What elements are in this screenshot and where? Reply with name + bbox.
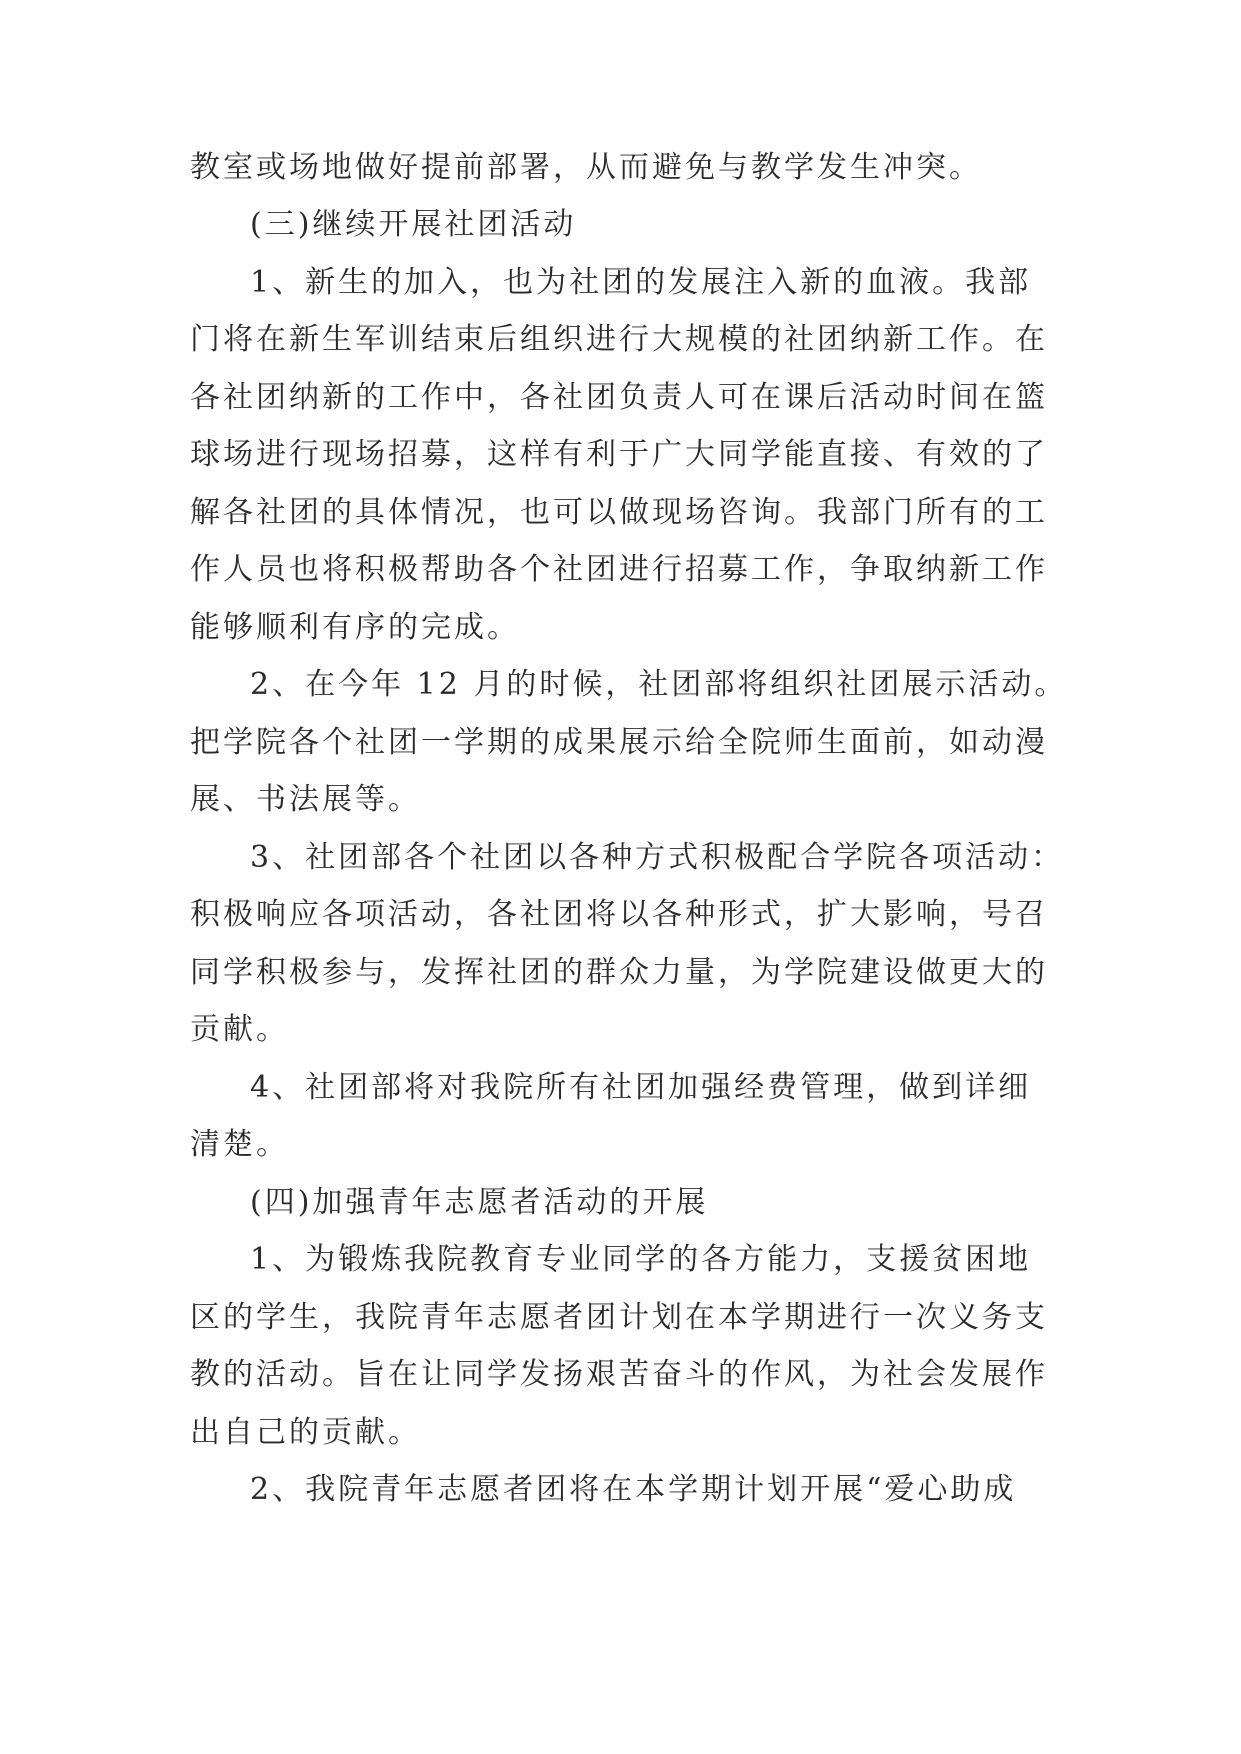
text-line: 门将在新生军训结束后组织进行大规模的社团纳新工作。在 (190, 322, 1048, 357)
text-line: 各社团纳新的工作中，各社团负责人可在课后活动时间在篮 (190, 380, 1048, 415)
section-heading-3: (三)继续开展社团活动 (250, 207, 577, 242)
text-line: 教室或场地做好提前部署，从而避免与教学发生冲突。 (190, 150, 982, 185)
text-line: 1、新生的加入，也为社团的发展注入新的血液。我部 (250, 265, 1032, 300)
text-line: 把学院各个社团一学期的成果展示给全院师生面前，如动漫 (190, 725, 1048, 760)
text-line: 球场进行现场招募，这样有利于广大同学能直接、有效的了 (190, 437, 1048, 472)
text-line: 能够顺利有序的完成。 (190, 610, 520, 645)
text-line: 展、书法展等。 (190, 782, 421, 817)
text-line: 区的学生，我院青年志愿者团计划在本学期进行一次义务支 (190, 1300, 1048, 1335)
text-line: 2、我院青年志愿者团将在本学期计划开展“爱心助成 (250, 1472, 1017, 1507)
text-line: 积极响应各项活动，各社团将以各种形式，扩大影响，号召 (190, 897, 1048, 932)
text-line: 3、社团部各个社团以各种方式积极配合学院各项活动： (250, 840, 1065, 875)
text-line: 教的活动。旨在让同学发扬艰苦奋斗的作风，为社会发展作 (190, 1357, 1048, 1392)
text-line: 解各社团的具体情况，也可以做现场咨询。我部门所有的工 (190, 495, 1048, 530)
section-heading-4: (四)加强青年志愿者活动的开展 (250, 1185, 709, 1220)
text-line: 贡献。 (190, 1012, 289, 1047)
text-line: 4、社团部将对我院所有社团加强经费管理，做到详细 (250, 1070, 1032, 1105)
text-line: 作人员也将积极帮助各个社团进行招募工作，争取纳新工作 (190, 552, 1048, 587)
text-line: 出自己的贡献。 (190, 1415, 421, 1450)
text-line: 1、为锻炼我院教育专业同学的各方能力，支援贫困地 (250, 1242, 1032, 1277)
text-line: 清楚。 (190, 1127, 289, 1162)
text-line: 2、在今年 12 月的时候，社团部将组织社团展示活动。 (250, 667, 1068, 702)
text-line: 同学积极参与，发挥社团的群众力量，为学院建设做更大的 (190, 955, 1048, 990)
